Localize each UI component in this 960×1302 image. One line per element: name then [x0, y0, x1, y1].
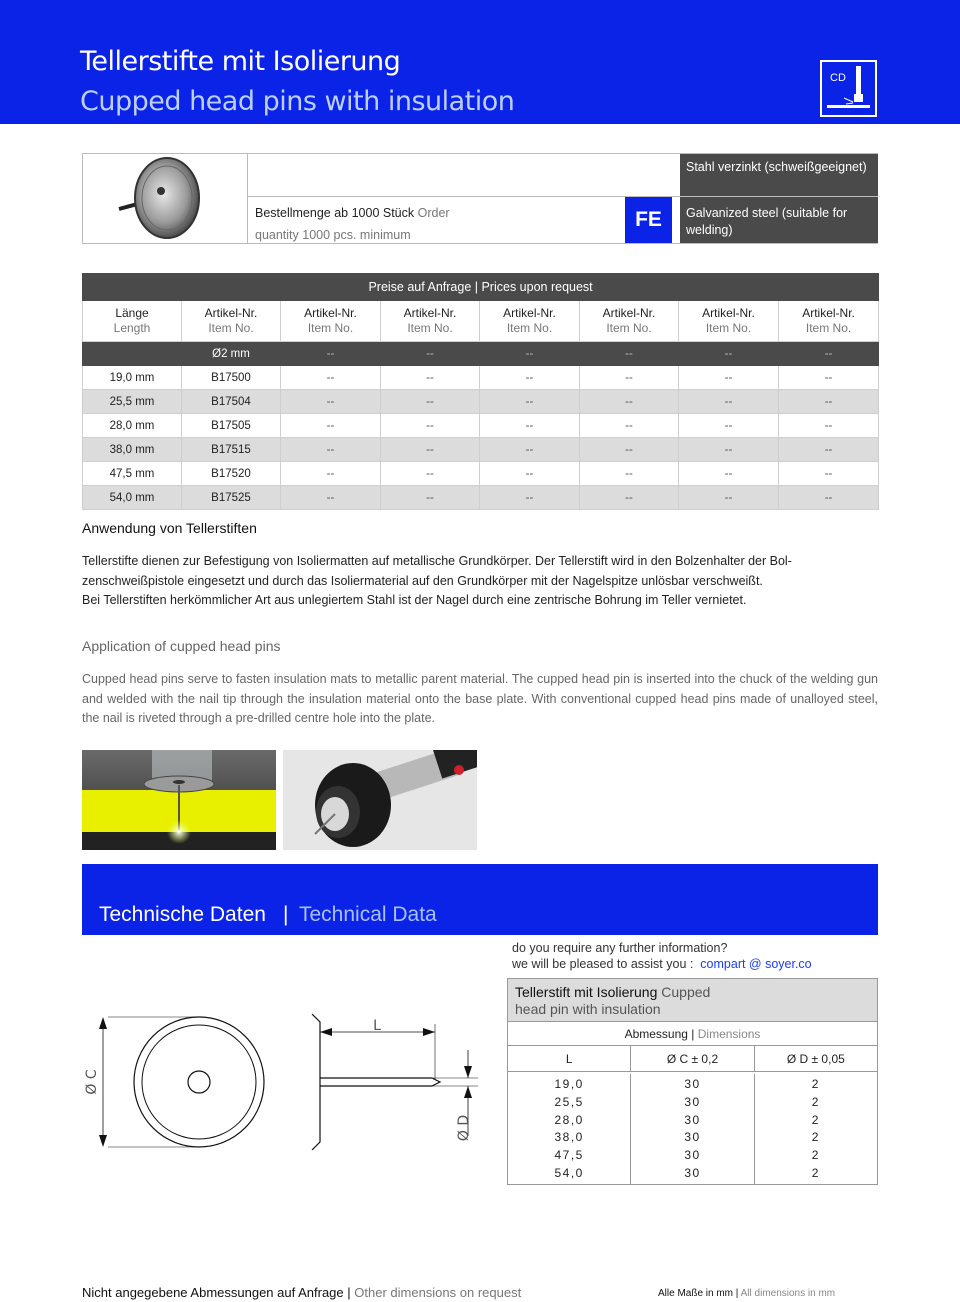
diameter-c-label: Ø C: [84, 1069, 100, 1095]
cd-welding-icon: [820, 60, 877, 117]
product-image: [83, 154, 248, 243]
dimensions-columns: [508, 1046, 877, 1072]
table-row: 54,0 mm B17525 -- -- -- -- -- --: [83, 486, 879, 510]
row-item: B17515: [182, 438, 281, 462]
table-row: 47,5 mm B17520 -- -- -- -- -- --: [83, 462, 879, 486]
row-item: B17504: [182, 390, 281, 414]
order-quantity: [255, 202, 625, 246]
header-length: Länge Length: [83, 301, 182, 342]
technical-title-en: Technical Data: [299, 903, 437, 926]
dimensions-table-title: Tellerstift mit Isolierung Cupped head pin with insulation: [508, 979, 877, 1022]
values-l: 19,0 25,5 28,0 38,0 47,5 54,0: [508, 1074, 631, 1184]
table-row: 38,0 mm B17515 -- -- -- -- -- --: [83, 438, 879, 462]
header-item: Artikel-Nr. Item No.: [580, 301, 679, 342]
order-quantity-en-2: quantity 1000 pcs. minimum: [255, 228, 411, 242]
order-quantity-en-1: Order: [417, 206, 450, 220]
material-code-badge: FE: [625, 197, 672, 243]
table-row: 19,0 mm B17500 -- -- -- -- -- --: [83, 366, 879, 390]
cd-label: CD: [830, 72, 846, 84]
contact-email-link[interactable]: compart @ soyer.co: [700, 957, 812, 971]
row-length: 19,0 mm: [83, 366, 182, 390]
title-english: Cupped head pins with insulation: [80, 86, 515, 117]
table-row: 25,5 mm B17504 -- -- -- -- -- --: [83, 390, 879, 414]
values-d: 2 2 2 2 2 2: [811, 1077, 820, 1180]
values-c: 30 30 30 30 30 30: [631, 1074, 754, 1184]
diameter-d-label: Ø D: [456, 1114, 472, 1142]
contact-info: [512, 940, 812, 972]
application-heading-en: Application of cupped head pins: [82, 638, 281, 654]
row-item: B17520: [182, 462, 281, 486]
row-length: 47,5 mm: [83, 462, 182, 486]
header-item: Artikel-Nr. Item No.: [480, 301, 580, 342]
footer-units: Alle Maße in mm | All dimensions in mm: [658, 1288, 836, 1299]
contact-line-1: do you require any further information?: [512, 941, 728, 955]
row-length: 38,0 mm: [83, 438, 182, 462]
dimensions-table: [507, 978, 878, 1185]
application-text-de: Tellerstifte dienen zur Befestigung von Isoliermatten auf metallische Grundkörper. Der Tellerstift wird in den Bolzenhalter der Bol- zenschweißpistole eingesetzt und durch das Isoliermaterial auf den Grundkörper mit der Nagelspitze unlösbar verschweißt. Bei Tellerstiften herkömmlicher Art aus unlegiertem Stahl ist der Nagel durch eine zentrische Bohrung im Teller vernietet.: [82, 554, 792, 607]
product-info-box: [82, 153, 878, 244]
technical-drawing: [82, 1000, 492, 1160]
contact-line-2: we will be pleased to assist you :: [512, 957, 694, 971]
title-separator: |: [283, 903, 289, 926]
row-length: 54,0 mm: [83, 486, 182, 510]
technical-title-de: Technische Daten: [99, 903, 266, 926]
welding-gun-icon: [822, 62, 875, 115]
welding-illustration-image: [82, 750, 276, 850]
header-item: Artikel-Nr. Item No.: [182, 301, 281, 342]
price-caption: Preise auf Anfrage | Prices upon request: [83, 274, 879, 301]
table-row: 28,0 mm B17505 -- -- -- -- -- --: [83, 414, 879, 438]
row-length: 28,0 mm: [83, 414, 182, 438]
row-item: B17525: [182, 486, 281, 510]
col-d: Ø D ± 0,05: [786, 1052, 845, 1066]
welding-gun-image: [283, 750, 477, 850]
header-item: Artikel-Nr. Item No.: [679, 301, 779, 342]
dimensions-values: [508, 1072, 877, 1184]
footer-note: Nicht angegebene Abmessungen auf Anfrage | Other dimensions on request: [82, 1285, 522, 1300]
row-item: B17500: [182, 366, 281, 390]
order-quantity-de: Bestellmenge ab 1000 Stück: [255, 206, 415, 220]
row-length: 25,5 mm: [83, 390, 182, 414]
page-header: [0, 0, 960, 124]
material-german: Stahl verzinkt (schweißgeeignet): [680, 154, 878, 197]
col-l: L: [508, 1046, 631, 1071]
dimensions-heading: Abmessung | Dimensions: [508, 1022, 877, 1046]
length-l-label: L: [373, 1018, 381, 1034]
blank-cell: [248, 154, 680, 197]
technical-data-banner: [82, 864, 878, 935]
application-heading-de: Anwendung von Tellerstiften: [82, 520, 257, 536]
title-german: Tellerstifte mit Isolierung: [80, 46, 401, 77]
cupped-head-pin-photo: [83, 154, 248, 243]
price-header-row: [83, 301, 879, 342]
header-item: Artikel-Nr. Item No.: [281, 301, 381, 342]
material-english: Galvanized steel (suitable for welding): [680, 197, 878, 243]
application-text-en: Cupped head pins serve to fasten insulation mats to metallic parent material. The cupped head pin is inserted into the chuck of the welding gun and welded with the nail tip through the insulation material onto the base plate. With conventional cupped head pins made of unalloyed steel, the nail is riveted through a pre-drilled centre hole into the plate.: [82, 672, 878, 725]
header-item: Artikel-Nr. Item No.: [381, 301, 480, 342]
diameter-label: Ø2 mm: [182, 342, 281, 366]
diameter-row: Ø2 mm -- -- -- -- -- --: [83, 342, 879, 366]
price-table: [82, 273, 879, 510]
col-c: Ø C ± 0,2: [631, 1046, 754, 1071]
header-item: Artikel-Nr. Item No.: [779, 301, 879, 342]
row-item: B17505: [182, 414, 281, 438]
